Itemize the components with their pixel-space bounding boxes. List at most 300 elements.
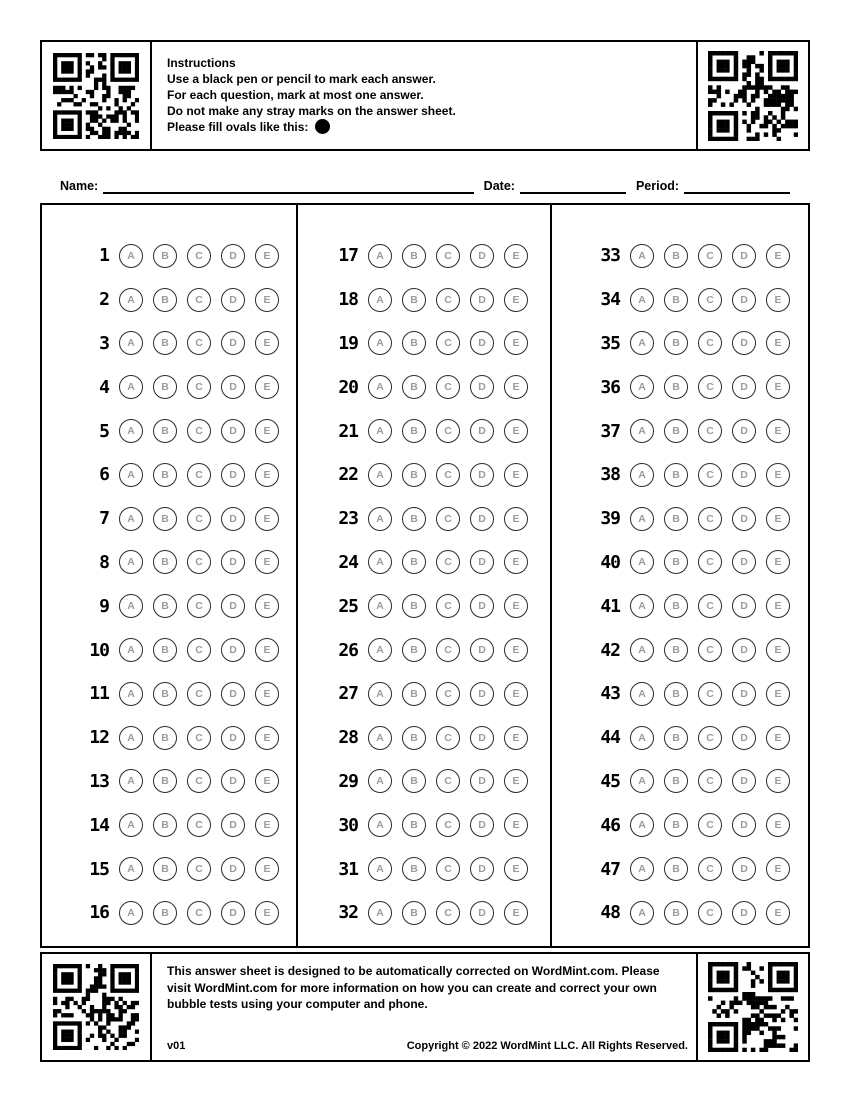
bubble-q15-E[interactable]: E bbox=[255, 857, 279, 881]
bubble-q24-D[interactable]: D bbox=[470, 550, 494, 574]
bubble-group-42 bbox=[630, 638, 790, 662]
bubble-q40-C[interactable]: C bbox=[698, 550, 722, 574]
bubble-q14-A[interactable]: A bbox=[119, 813, 143, 837]
bubble-q2-C[interactable]: C bbox=[187, 288, 211, 312]
bubble-q33-A[interactable]: A bbox=[630, 244, 654, 268]
bubble-q13-C[interactable]: C bbox=[187, 769, 211, 793]
bubble-q45-C[interactable]: C bbox=[698, 769, 722, 793]
bubble-q48-C[interactable]: C bbox=[698, 901, 722, 925]
bubble-q24-B[interactable]: B bbox=[402, 550, 426, 574]
bubble-q25-A[interactable]: A bbox=[368, 594, 392, 618]
bubble-q14-C[interactable]: C bbox=[187, 813, 211, 837]
bubble-q10-E[interactable]: E bbox=[255, 638, 279, 662]
bubble-group-38 bbox=[630, 463, 790, 487]
bubble-q2-E[interactable]: E bbox=[255, 288, 279, 312]
bubble-q19-C[interactable]: C bbox=[436, 331, 460, 355]
bubble-q20-B[interactable]: B bbox=[402, 375, 426, 399]
bubble-q48-D[interactable]: D bbox=[732, 901, 756, 925]
bubble-q45-E[interactable]: E bbox=[766, 769, 790, 793]
bubble-q29-C[interactable]: C bbox=[436, 769, 460, 793]
bubble-q22-C[interactable]: C bbox=[436, 463, 460, 487]
bubble-q45-D[interactable]: D bbox=[732, 769, 756, 793]
bubble-q48-A[interactable]: A bbox=[630, 901, 654, 925]
bubble-q25-D[interactable]: D bbox=[470, 594, 494, 618]
bubble-q23-E[interactable]: E bbox=[504, 507, 528, 531]
bubble-q47-C[interactable]: C bbox=[698, 857, 722, 881]
bubble-q36-D[interactable]: D bbox=[732, 375, 756, 399]
bubble-q4-A[interactable]: A bbox=[119, 375, 143, 399]
question-row-32 bbox=[318, 891, 550, 935]
question-row-12 bbox=[69, 716, 296, 760]
bubble-q25-E[interactable]: E bbox=[504, 594, 528, 618]
bubble-q27-C[interactable]: C bbox=[436, 682, 460, 706]
bubble-q31-C[interactable]: C bbox=[436, 857, 460, 881]
bubble-q20-C[interactable]: C bbox=[436, 375, 460, 399]
filled-oval-example-icon bbox=[315, 119, 330, 134]
bubble-q41-E[interactable]: E bbox=[766, 594, 790, 618]
bubble-q28-B[interactable]: B bbox=[402, 726, 426, 750]
bubble-group-34 bbox=[630, 288, 790, 312]
bubble-q47-D[interactable]: D bbox=[732, 857, 756, 881]
bubble-q11-E[interactable]: E bbox=[255, 682, 279, 706]
bubble-q38-C[interactable]: C bbox=[698, 463, 722, 487]
question-row-24 bbox=[318, 541, 550, 585]
bubble-q7-B[interactable]: B bbox=[153, 507, 177, 531]
question-number-1: 1 bbox=[99, 245, 109, 267]
bubble-q42-E[interactable]: E bbox=[766, 638, 790, 662]
bubble-q16-A[interactable]: A bbox=[119, 901, 143, 925]
period-field[interactable] bbox=[684, 174, 790, 194]
bubble-q17-D[interactable]: D bbox=[470, 244, 494, 268]
bubble-q36-E[interactable]: E bbox=[766, 375, 790, 399]
bubble-q38-D[interactable]: D bbox=[732, 463, 756, 487]
bubble-q28-E[interactable]: E bbox=[504, 726, 528, 750]
bubble-q27-B[interactable]: B bbox=[402, 682, 426, 706]
bubble-q2-A[interactable]: A bbox=[119, 288, 143, 312]
bubble-q38-B[interactable]: B bbox=[664, 463, 688, 487]
bubble-q33-E[interactable]: E bbox=[766, 244, 790, 268]
bubble-q1-C[interactable]: C bbox=[187, 244, 211, 268]
bubble-q8-D[interactable]: D bbox=[221, 550, 245, 574]
bubble-q15-A[interactable]: A bbox=[119, 857, 143, 881]
bubble-q12-B[interactable]: B bbox=[153, 726, 177, 750]
bubble-q1-D[interactable]: D bbox=[221, 244, 245, 268]
bubble-q21-D[interactable]: D bbox=[470, 419, 494, 443]
bubble-q27-A[interactable]: A bbox=[368, 682, 392, 706]
bubble-q21-A[interactable]: A bbox=[368, 419, 392, 443]
name-field[interactable] bbox=[103, 174, 473, 194]
bubble-q21-C[interactable]: C bbox=[436, 419, 460, 443]
bubble-q17-B[interactable]: B bbox=[402, 244, 426, 268]
bubble-q3-D[interactable]: D bbox=[221, 331, 245, 355]
bubble-q42-D[interactable]: D bbox=[732, 638, 756, 662]
bubble-q34-C[interactable]: C bbox=[698, 288, 722, 312]
question-row-45 bbox=[580, 760, 808, 804]
bubble-q30-B[interactable]: B bbox=[402, 813, 426, 837]
bubble-q43-C[interactable]: C bbox=[698, 682, 722, 706]
question-row-22 bbox=[318, 453, 550, 497]
bubble-q9-D[interactable]: D bbox=[221, 594, 245, 618]
bubble-group-15 bbox=[119, 857, 279, 881]
bubble-q15-C[interactable]: C bbox=[187, 857, 211, 881]
question-number-41: 41 bbox=[600, 595, 620, 617]
bubble-q9-B[interactable]: B bbox=[153, 594, 177, 618]
bubble-q7-C[interactable]: C bbox=[187, 507, 211, 531]
bubble-q17-C[interactable]: C bbox=[436, 244, 460, 268]
bubble-q30-C[interactable]: C bbox=[436, 813, 460, 837]
bubble-q43-B[interactable]: B bbox=[664, 682, 688, 706]
bubble-q8-E[interactable]: E bbox=[255, 550, 279, 574]
bubble-q19-D[interactable]: D bbox=[470, 331, 494, 355]
bubble-q14-B[interactable]: B bbox=[153, 813, 177, 837]
bubble-q21-E[interactable]: E bbox=[504, 419, 528, 443]
bubble-q9-E[interactable]: E bbox=[255, 594, 279, 618]
bubble-q16-B[interactable]: B bbox=[153, 901, 177, 925]
date-label: Date: bbox=[483, 179, 515, 193]
question-number-20: 20 bbox=[338, 376, 358, 398]
bubble-q38-E[interactable]: E bbox=[766, 463, 790, 487]
bubble-q5-B[interactable]: B bbox=[153, 419, 177, 443]
bubble-q10-B[interactable]: B bbox=[153, 638, 177, 662]
bubble-q14-D[interactable]: D bbox=[221, 813, 245, 837]
bubble-q29-A[interactable]: A bbox=[368, 769, 392, 793]
bubble-q48-B[interactable]: B bbox=[664, 901, 688, 925]
bubble-q6-A[interactable]: A bbox=[119, 463, 143, 487]
bubble-q26-B[interactable]: B bbox=[402, 638, 426, 662]
bubble-q25-C[interactable]: C bbox=[436, 594, 460, 618]
bubble-q12-D[interactable]: D bbox=[221, 726, 245, 750]
bubble-q1-A[interactable]: A bbox=[119, 244, 143, 268]
bubble-q33-B[interactable]: B bbox=[664, 244, 688, 268]
bubble-q3-B[interactable]: B bbox=[153, 331, 177, 355]
bubble-q22-E[interactable]: E bbox=[504, 463, 528, 487]
bubble-q26-C[interactable]: C bbox=[436, 638, 460, 662]
question-number-21: 21 bbox=[338, 420, 358, 442]
bubble-q44-B[interactable]: B bbox=[664, 726, 688, 750]
bubble-q6-C[interactable]: C bbox=[187, 463, 211, 487]
bubble-q26-E[interactable]: E bbox=[504, 638, 528, 662]
bubble-q8-C[interactable]: C bbox=[187, 550, 211, 574]
bubble-q6-E[interactable]: E bbox=[255, 463, 279, 487]
bubble-q43-A[interactable]: A bbox=[630, 682, 654, 706]
bubble-group-9 bbox=[119, 594, 279, 618]
question-row-27 bbox=[318, 672, 550, 716]
bubble-q12-E[interactable]: E bbox=[255, 726, 279, 750]
bubble-q28-C[interactable]: C bbox=[436, 726, 460, 750]
bubble-q36-B[interactable]: B bbox=[664, 375, 688, 399]
bubble-q12-C[interactable]: C bbox=[187, 726, 211, 750]
bubble-q14-E[interactable]: E bbox=[255, 813, 279, 837]
bubble-q11-A[interactable]: A bbox=[119, 682, 143, 706]
bubble-q10-C[interactable]: C bbox=[187, 638, 211, 662]
bubble-q35-D[interactable]: D bbox=[732, 331, 756, 355]
bubble-q41-B[interactable]: B bbox=[664, 594, 688, 618]
bubble-q46-A[interactable]: A bbox=[630, 813, 654, 837]
question-row-19 bbox=[318, 322, 550, 366]
bubble-q37-B[interactable]: B bbox=[664, 419, 688, 443]
name-label: Name: bbox=[60, 179, 99, 193]
bubble-q37-E[interactable]: E bbox=[766, 419, 790, 443]
bubble-group-8 bbox=[119, 550, 279, 574]
bubble-q31-B[interactable]: B bbox=[402, 857, 426, 881]
bubble-q44-E[interactable]: E bbox=[766, 726, 790, 750]
bubble-q16-D[interactable]: D bbox=[221, 901, 245, 925]
question-number-8: 8 bbox=[99, 551, 109, 573]
bubble-q13-B[interactable]: B bbox=[153, 769, 177, 793]
answer-grid bbox=[40, 203, 810, 948]
question-number-34: 34 bbox=[600, 289, 620, 311]
bubble-group-31 bbox=[368, 857, 528, 881]
bubble-q34-E[interactable]: E bbox=[766, 288, 790, 312]
bubble-q29-D[interactable]: D bbox=[470, 769, 494, 793]
footer-text-block bbox=[152, 954, 696, 1060]
bubble-q19-B[interactable]: B bbox=[402, 331, 426, 355]
bubble-q26-D[interactable]: D bbox=[470, 638, 494, 662]
bubble-q35-A[interactable]: A bbox=[630, 331, 654, 355]
question-number-5: 5 bbox=[99, 420, 109, 442]
bubble-q24-C[interactable]: C bbox=[436, 550, 460, 574]
bubble-q33-C[interactable]: C bbox=[698, 244, 722, 268]
bubble-q4-B[interactable]: B bbox=[153, 375, 177, 399]
bubble-q11-D[interactable]: D bbox=[221, 682, 245, 706]
bubble-group-10 bbox=[119, 638, 279, 662]
question-number-10: 10 bbox=[89, 639, 109, 661]
question-row-1 bbox=[69, 234, 296, 278]
bubble-q42-A[interactable]: A bbox=[630, 638, 654, 662]
bubble-q23-C[interactable]: C bbox=[436, 507, 460, 531]
bubble-q30-E[interactable]: E bbox=[504, 813, 528, 837]
qr-code-icon bbox=[53, 964, 139, 1050]
bubble-q3-E[interactable]: E bbox=[255, 331, 279, 355]
bubble-q29-B[interactable]: B bbox=[402, 769, 426, 793]
bubble-q5-C[interactable]: C bbox=[187, 419, 211, 443]
bubble-q15-B[interactable]: B bbox=[153, 857, 177, 881]
answer-column-2 bbox=[296, 205, 550, 946]
date-field[interactable] bbox=[520, 174, 626, 194]
question-number-45: 45 bbox=[600, 770, 620, 792]
bubble-q34-D[interactable]: D bbox=[732, 288, 756, 312]
question-row-21 bbox=[318, 409, 550, 453]
bubble-q32-C[interactable]: C bbox=[436, 901, 460, 925]
bubble-q13-D[interactable]: D bbox=[221, 769, 245, 793]
bubble-q40-E[interactable]: E bbox=[766, 550, 790, 574]
bubble-q4-E[interactable]: E bbox=[255, 375, 279, 399]
bubble-q22-D[interactable]: D bbox=[470, 463, 494, 487]
bubble-q30-D[interactable]: D bbox=[470, 813, 494, 837]
bubble-q39-A[interactable]: A bbox=[630, 507, 654, 531]
bubble-q11-C[interactable]: C bbox=[187, 682, 211, 706]
bubble-group-14 bbox=[119, 813, 279, 837]
bubble-q36-C[interactable]: C bbox=[698, 375, 722, 399]
bubble-q25-B[interactable]: B bbox=[402, 594, 426, 618]
bubble-q39-D[interactable]: D bbox=[732, 507, 756, 531]
bubble-q18-C[interactable]: C bbox=[436, 288, 460, 312]
bubble-q18-D[interactable]: D bbox=[470, 288, 494, 312]
bubble-q8-B[interactable]: B bbox=[153, 550, 177, 574]
bubble-q46-B[interactable]: B bbox=[664, 813, 688, 837]
bubble-group-35 bbox=[630, 331, 790, 355]
bubble-q10-D[interactable]: D bbox=[221, 638, 245, 662]
bubble-q40-D[interactable]: D bbox=[732, 550, 756, 574]
bubble-q7-D[interactable]: D bbox=[221, 507, 245, 531]
bubble-group-28 bbox=[368, 726, 528, 750]
bubble-q39-E[interactable]: E bbox=[766, 507, 790, 531]
bubble-q23-A[interactable]: A bbox=[368, 507, 392, 531]
question-row-23 bbox=[318, 497, 550, 541]
bubble-q20-D[interactable]: D bbox=[470, 375, 494, 399]
question-row-6 bbox=[69, 453, 296, 497]
bubble-q1-E[interactable]: E bbox=[255, 244, 279, 268]
bubble-q37-A[interactable]: A bbox=[630, 419, 654, 443]
bubble-q41-A[interactable]: A bbox=[630, 594, 654, 618]
question-number-28: 28 bbox=[338, 727, 358, 749]
bubble-q23-B[interactable]: B bbox=[402, 507, 426, 531]
bubble-q44-C[interactable]: C bbox=[698, 726, 722, 750]
bubble-q13-E[interactable]: E bbox=[255, 769, 279, 793]
bubble-q46-E[interactable]: E bbox=[766, 813, 790, 837]
bubble-q43-E[interactable]: E bbox=[766, 682, 790, 706]
question-number-47: 47 bbox=[600, 858, 620, 880]
bubble-q27-D[interactable]: D bbox=[470, 682, 494, 706]
qr-cell-top-right bbox=[696, 42, 808, 149]
bubble-q40-A[interactable]: A bbox=[630, 550, 654, 574]
bubble-group-44 bbox=[630, 726, 790, 750]
bubble-q36-A[interactable]: A bbox=[630, 375, 654, 399]
question-row-39 bbox=[580, 497, 808, 541]
bubble-q21-B[interactable]: B bbox=[402, 419, 426, 443]
bubble-q13-A[interactable]: A bbox=[119, 769, 143, 793]
bubble-q6-B[interactable]: B bbox=[153, 463, 177, 487]
instruction-line: Do not make any stray marks on the answer sheet. bbox=[167, 104, 456, 118]
bubble-q47-E[interactable]: E bbox=[766, 857, 790, 881]
bubble-q28-A[interactable]: A bbox=[368, 726, 392, 750]
bubble-q20-A[interactable]: A bbox=[368, 375, 392, 399]
bubble-q39-C[interactable]: C bbox=[698, 507, 722, 531]
bubble-q17-E[interactable]: E bbox=[504, 244, 528, 268]
bubble-q1-B[interactable]: B bbox=[153, 244, 177, 268]
bubble-q34-B[interactable]: B bbox=[664, 288, 688, 312]
copyright-label: Copyright © 2022 WordMint LLC. All Rights Reserved. bbox=[406, 1040, 688, 1052]
bubble-q37-D[interactable]: D bbox=[732, 419, 756, 443]
bubble-q4-C[interactable]: C bbox=[187, 375, 211, 399]
bubble-q24-E[interactable]: E bbox=[504, 550, 528, 574]
bubble-q30-A[interactable]: A bbox=[368, 813, 392, 837]
bubble-q11-B[interactable]: B bbox=[153, 682, 177, 706]
bubble-q40-B[interactable]: B bbox=[664, 550, 688, 574]
bubble-q28-D[interactable]: D bbox=[470, 726, 494, 750]
question-number-22: 22 bbox=[338, 464, 358, 486]
bubble-q4-D[interactable]: D bbox=[221, 375, 245, 399]
bubble-q44-D[interactable]: D bbox=[732, 726, 756, 750]
bubble-q38-A[interactable]: A bbox=[630, 463, 654, 487]
question-number-23: 23 bbox=[338, 508, 358, 530]
bubble-q16-E[interactable]: E bbox=[255, 901, 279, 925]
bubble-group-33 bbox=[630, 244, 790, 268]
bubble-q12-A[interactable]: A bbox=[119, 726, 143, 750]
bubble-q35-C[interactable]: C bbox=[698, 331, 722, 355]
bubble-q3-C[interactable]: C bbox=[187, 331, 211, 355]
bubble-q15-D[interactable]: D bbox=[221, 857, 245, 881]
bubble-q27-E[interactable]: E bbox=[504, 682, 528, 706]
bubble-q37-C[interactable]: C bbox=[698, 419, 722, 443]
bubble-q18-E[interactable]: E bbox=[504, 288, 528, 312]
bubble-q45-B[interactable]: B bbox=[664, 769, 688, 793]
question-number-32: 32 bbox=[338, 902, 358, 924]
bubble-q7-A[interactable]: A bbox=[119, 507, 143, 531]
bubble-q42-B[interactable]: B bbox=[664, 638, 688, 662]
question-row-35 bbox=[580, 322, 808, 366]
bubble-q3-A[interactable]: A bbox=[119, 331, 143, 355]
question-row-15 bbox=[69, 847, 296, 891]
bubble-q19-E[interactable]: E bbox=[504, 331, 528, 355]
bubble-q18-A[interactable]: A bbox=[368, 288, 392, 312]
bubble-q47-B[interactable]: B bbox=[664, 857, 688, 881]
header-box bbox=[40, 40, 810, 151]
question-row-34 bbox=[580, 278, 808, 322]
bubble-q8-A[interactable]: A bbox=[119, 550, 143, 574]
bubble-q22-A[interactable]: A bbox=[368, 463, 392, 487]
bubble-q47-A[interactable]: A bbox=[630, 857, 654, 881]
bubble-q45-A[interactable]: A bbox=[630, 769, 654, 793]
bubble-q31-A[interactable]: A bbox=[368, 857, 392, 881]
bubble-q43-D[interactable]: D bbox=[732, 682, 756, 706]
bubble-q9-A[interactable]: A bbox=[119, 594, 143, 618]
bubble-q32-B[interactable]: B bbox=[402, 901, 426, 925]
bubble-q32-A[interactable]: A bbox=[368, 901, 392, 925]
bubble-q41-D[interactable]: D bbox=[732, 594, 756, 618]
bubble-q19-A[interactable]: A bbox=[368, 331, 392, 355]
question-row-5 bbox=[69, 409, 296, 453]
bubble-q7-E[interactable]: E bbox=[255, 507, 279, 531]
bubble-q46-C[interactable]: C bbox=[698, 813, 722, 837]
bubble-q29-E[interactable]: E bbox=[504, 769, 528, 793]
bubble-q42-C[interactable]: C bbox=[698, 638, 722, 662]
bubble-q48-E[interactable]: E bbox=[766, 901, 790, 925]
bubble-q33-D[interactable]: D bbox=[732, 244, 756, 268]
bubble-q32-D[interactable]: D bbox=[470, 901, 494, 925]
bubble-q6-D[interactable]: D bbox=[221, 463, 245, 487]
bubble-q35-E[interactable]: E bbox=[766, 331, 790, 355]
question-number-25: 25 bbox=[338, 595, 358, 617]
bubble-q2-B[interactable]: B bbox=[153, 288, 177, 312]
bubble-q18-B[interactable]: B bbox=[402, 288, 426, 312]
bubble-q9-C[interactable]: C bbox=[187, 594, 211, 618]
bubble-q20-E[interactable]: E bbox=[504, 375, 528, 399]
bubble-q32-E[interactable]: E bbox=[504, 901, 528, 925]
bubble-q44-A[interactable]: A bbox=[630, 726, 654, 750]
bubble-group-27 bbox=[368, 682, 528, 706]
bubble-q46-D[interactable]: D bbox=[732, 813, 756, 837]
bubble-q22-B[interactable]: B bbox=[402, 463, 426, 487]
question-number-14: 14 bbox=[89, 814, 109, 836]
bubble-q5-D[interactable]: D bbox=[221, 419, 245, 443]
bubble-q41-C[interactable]: C bbox=[698, 594, 722, 618]
bubble-q5-E[interactable]: E bbox=[255, 419, 279, 443]
bubble-q26-A[interactable]: A bbox=[368, 638, 392, 662]
bubble-q39-B[interactable]: B bbox=[664, 507, 688, 531]
bubble-q10-A[interactable]: A bbox=[119, 638, 143, 662]
bubble-q2-D[interactable]: D bbox=[221, 288, 245, 312]
bubble-q5-A[interactable]: A bbox=[119, 419, 143, 443]
bubble-q31-D[interactable]: D bbox=[470, 857, 494, 881]
bubble-q16-C[interactable]: C bbox=[187, 901, 211, 925]
bubble-q31-E[interactable]: E bbox=[504, 857, 528, 881]
bubble-q23-D[interactable]: D bbox=[470, 507, 494, 531]
bubble-q35-B[interactable]: B bbox=[664, 331, 688, 355]
bubble-q24-A[interactable]: A bbox=[368, 550, 392, 574]
bubble-q34-A[interactable]: A bbox=[630, 288, 654, 312]
bubble-q17-A[interactable]: A bbox=[368, 244, 392, 268]
